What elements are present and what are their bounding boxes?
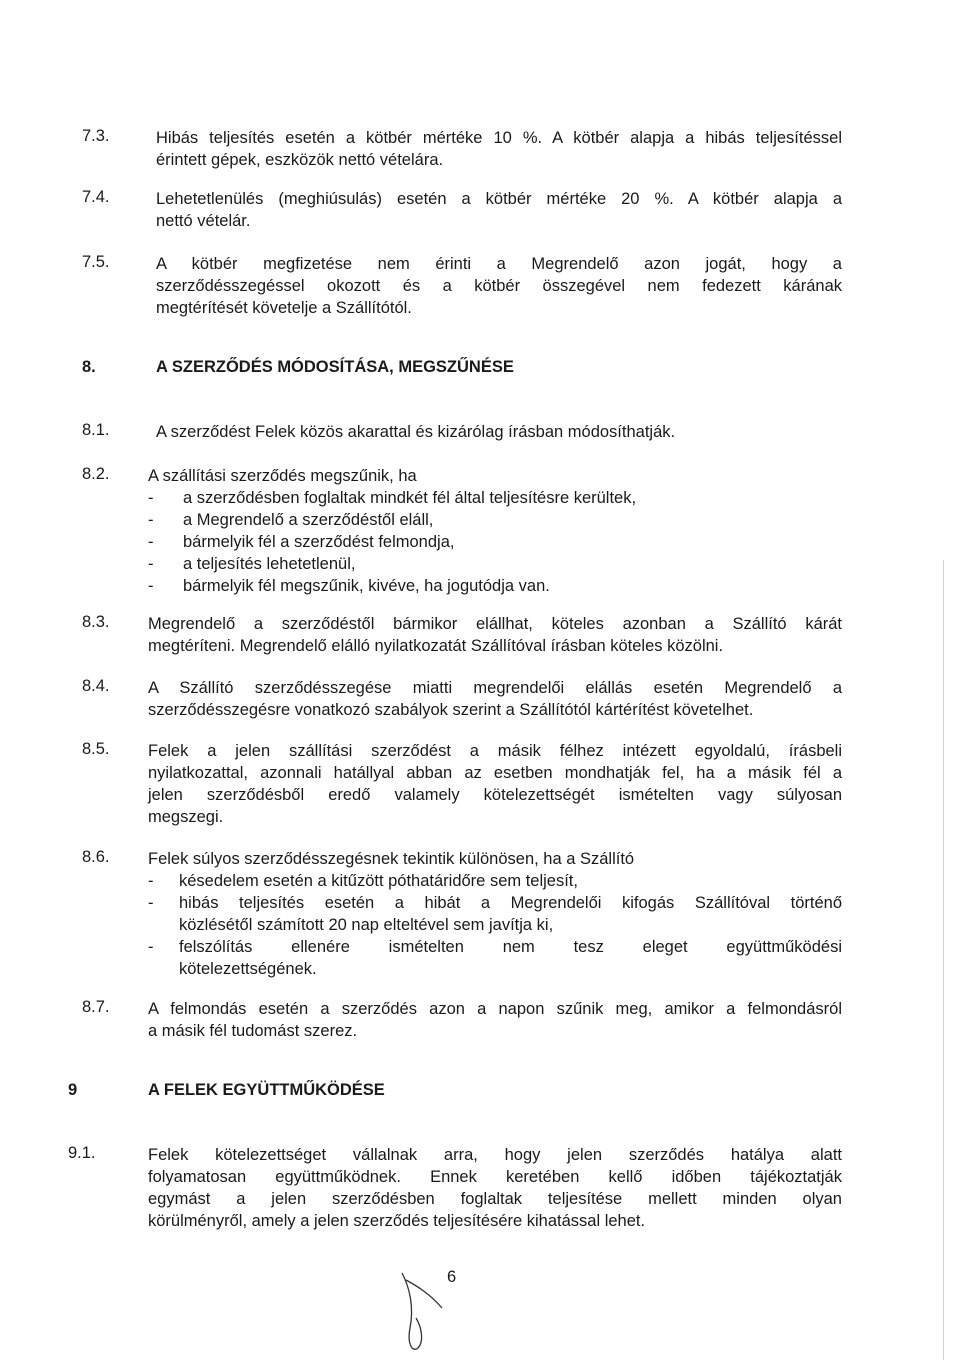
clause-number: 8.1. [82, 421, 110, 439]
clause-text-line: megszegi. [148, 808, 224, 826]
clause-7-4 [82, 188, 842, 232]
section-heading-9 [68, 1081, 842, 1100]
clause-number: 8.7. [82, 998, 110, 1016]
clause-intro: Felek súlyos szerződésszegésnek tekintik különösen, ha a Szállító [148, 850, 635, 868]
list-item: - felszólítás ellenére ismételten nem tesz eleget együttműködési kötelezettségének. [148, 938, 842, 978]
clause-number: 8.5. [82, 740, 110, 758]
clause-text-line: Lehetetlenülés (meghiúsulás) esetén a kötbér mértéke 20 %. A kötbér alapja a [156, 190, 842, 208]
clause-text-line: folyamatosan együttműködnek. Ennek keretében kellő időben tájékoztatják [148, 1168, 842, 1186]
clause-number: 8.2. [82, 465, 110, 483]
list-item: - a Megrendelő a szerződéstől eláll, [148, 511, 434, 529]
clause-text-line: a másik fél tudomást szerez. [148, 1022, 358, 1040]
scan-edge-line [943, 560, 944, 1360]
list-item: - késedelem esetén a kitűzött póthatáridőre sem teljesít, [148, 872, 578, 890]
clause-8-3 [82, 613, 842, 657]
clause-number: 8.3. [82, 613, 110, 631]
section-title: A SZERZŐDÉS MÓDOSÍTÁSA, MEGSZŰNÉSE [156, 358, 514, 376]
clause-number: 7.3. [82, 127, 110, 145]
clause-text-line: szerződésszegésre vonatkozó szabályok szerint a Szállítótól kártérítést követelhet. [148, 701, 754, 719]
clause-7-5 [82, 253, 842, 319]
handwritten-initials [392, 1268, 452, 1358]
clause-number: 8.6. [82, 848, 110, 866]
list-item: - bármelyik fél a szerződést felmondja, [148, 533, 455, 551]
clause-text-line: A kötbér megfizetése nem érinti a Megrendelő azon jogát, hogy a [156, 255, 842, 273]
list-item: - hibás teljesítés esetén a hibát a Megrendelői kifogás Szállítóval történő közlésétől számított 20 nap elteltével sem javítja ki, [148, 894, 842, 934]
clause-intro: A szállítási szerződés megszűnik, ha [148, 467, 417, 485]
clause-text-line: egymást a jelen szerződésben foglaltak teljesítése mellett minden olyan [148, 1190, 842, 1208]
clause-text-line: Felek a jelen szállítási szerződést a másik félhez intézett egyoldalú, írásbeli [148, 742, 842, 760]
section-title: A FELEK EGYÜTTMŰKÖDÉSE [148, 1081, 385, 1099]
clause-text-line: szerződésszegéssel okozott és a kötbér összegével nem fedezett kárának [156, 277, 842, 295]
clause-text-line: Felek kötelezettséget vállalnak arra, hogy jelen szerződés hatálya alatt [148, 1146, 842, 1164]
clause-8-6 [82, 848, 842, 980]
clause-text-line: Megrendelő a szerződéstől bármikor elállhat, köteles azonban a Szállító kárát [148, 615, 842, 633]
clause-text-line: megtéríteni. Megrendelő elálló nyilatkozatát Szállítóval írásban köteles közölni. [148, 637, 724, 655]
clause-text-line: A szerződést Felek közös akarattal és kizárólag írásban módosíthatják. [156, 423, 676, 441]
clause-text-line: jelen szerződésből eredő valamely kötelezettségét ismételten vagy súlyosan [148, 786, 842, 804]
clause-text-line: Hibás teljesítés esetén a kötbér mértéke 10 %. A kötbér alapja a hibás teljesítéssel [156, 129, 842, 147]
clause-text-line: megtérítését követelje a Szállítótól. [156, 299, 412, 317]
clause-text-line: körülményről, amely a jelen szerződés teljesítésére kihatással lehet. [148, 1212, 646, 1230]
clause-number: 9.1. [68, 1144, 96, 1162]
clause-number: 8.4. [82, 677, 110, 695]
clause-text-line: A felmondás esetén a szerződés azon a napon szűnik meg, amikor a felmondásról [148, 1000, 842, 1018]
clause-8-4 [82, 677, 842, 721]
clause-8-5 [82, 740, 842, 828]
clause-8-1 [82, 421, 842, 443]
list-item: - a szerződésben foglaltak mindkét fél által teljesítésre kerültek, [148, 489, 637, 507]
section-heading-8 [82, 358, 842, 377]
list-item: - bármelyik fél megszűnik, kivéve, ha jogutódja van. [148, 577, 550, 595]
clause-8-2 [82, 465, 842, 597]
page-number: 6 [447, 1268, 457, 1286]
section-number: 9 [68, 1081, 78, 1099]
clause-7-3 [82, 127, 842, 171]
clause-text-line: nyilatkozattal, azonnali hatállyal abban az esetben mondhatják fel, ha a másik fél a [148, 764, 842, 782]
clause-text-line: A Szállító szerződésszegése miatti megrendelői elállás esetén Megrendelő a [148, 679, 842, 697]
clause-8-7 [82, 998, 842, 1042]
clause-number: 7.5. [82, 253, 110, 271]
clause-text-line: érintett gépek, eszközök nettó vételára. [156, 151, 444, 169]
section-number: 8. [82, 358, 96, 376]
clause-9-1 [68, 1144, 842, 1232]
list-item: - a teljesítés lehetetlenül, [148, 555, 356, 573]
clause-number: 7.4. [82, 188, 110, 206]
clause-text-line: nettó vételár. [156, 212, 251, 230]
